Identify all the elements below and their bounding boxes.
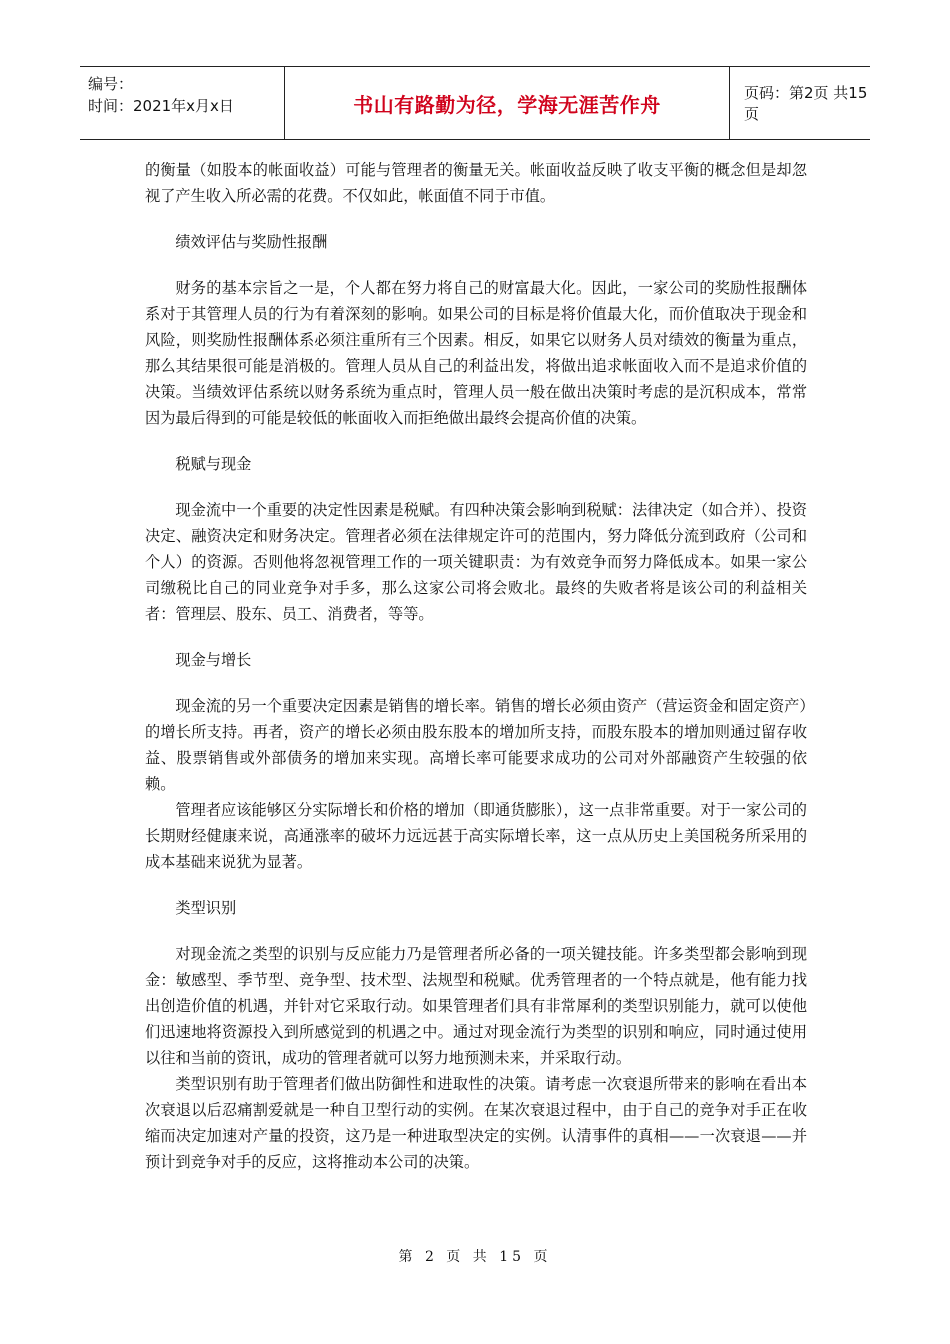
paragraph-gap [145,255,807,275]
body-paragraph: 财务的基本宗旨之一是，个人都在努力将自己的财富最大化。因此，一家公司的奖励性报酬体系对于其管理人员的行为有着深刻的影响。如果公司的目标是将价值最大化，而价值取决于现金和风险，则奖励性报酬体系必须注重所有三个因素。相反，如果它以财务人员对绩效的衡量为重点，那么其结果很可能是消极的。管理人员从自己的利益出发，将做出追求帐面收入而不是追求价值的决策。当绩效评估系统以财务系统为重点时，管理人员一般在做出决策时考虑的是沉积成本，常常因为最后得到的可能是较低的帐面收入而拒绝做出最终会提高价值的决策。 [145,279,807,427]
paragraph-gap [145,673,807,693]
paragraph-gap [145,477,807,497]
paragraph-gap [145,875,807,895]
header-motto: 书山有路勤为径，学海无涯苦作舟 [284,67,730,139]
page-footer: 第 2 页 共 15 页 [398,1249,552,1265]
section-heading: 现金与增长 [175,651,252,669]
paragraph-gap [145,627,807,647]
body-paragraph: 管理者应该能够区分实际增长和价格的增加（即通货膨胀），这一点非常重要。对于一家公司的长期财经健康来说，高通涨率的破坏力远远甚于高实际增长率，这一点从历史上美国税务所采用的成本基础来说犹为显著。 [145,801,807,871]
section-heading: 绩效评估与奖励性报酬 [175,233,328,251]
doc-number-label: 编号： [88,75,134,93]
body-paragraph: 类型识别有助于管理者们做出防御性和进取性的决策。请考虑一次衰退所带来的影响在看出本次衰退以后忍痛割爱就是一种自卫型行动的实例。在某次衰退过程中，由于自己的竞争对手正在收缩而决定加速对产量的投资，这乃是一种进取型决定的实例。认清事件的真相——一次衰退——并预计到竞争对手的反应，这将推动本公司的决策。 [145,1075,808,1171]
body-paragraph: 的衡量（如股本的帐面收益）可能与管理者的衡量无关。帐面收益反映了收支平衡的概念但是却忽视了产生收入所必需的花费。不仅如此，帐面值不同于市值。 [145,161,807,205]
section-heading: 类型识别 [175,899,237,917]
body-paragraph: 对现金流之类型的识别与反应能力乃是管理者所必备的一项关键技能。许多类型都会影响到现金：敏感型、季节型、竞争型、技术型、法规型和税赋。优秀管理者的一个特点就是，他有能力找出创造价值的机遇，并针对它采取行动。如果管理者们具有非常犀利的类型识别能力，就可以使他们迅速地将资源投入到所感觉到的机遇之中。通过对现金流行为类型的识别和响应，同时通过使用以往和当前的资讯，成功的管理者就可以努力地预测未来，并采取行动。 [145,945,807,1067]
body-paragraph: 现金流中一个重要的决定性因素是税赋。有四种决策会影响到税赋：法律决定（如合并）、投资决定、融资决定和财务决定。管理者必须在法律规定许可的范围内，努力降低分流到政府（公司和个人）的资源。否则他将忽视管理工作的一项关键职责：为有效竞争而努力降低成本。如果一家公司缴税比自己的同业竞争对手多，那么这家公司将会败北。最终的失败者将是该公司的利益相关者：管理层、股东、员工、消费者，等等。 [145,501,807,623]
section-heading: 税赋与现金 [175,455,252,473]
body-paragraph: 现金流的另一个重要决定因素是销售的增长率。销售的增长必须由资产（营运资金和固定资产）的增长所支持。再者，资产的增长必须由股东股本的增加所支持，而股东股本的增加则通过留存收益、股票销售或外部债务的增加来实现。高增长率可能要求成功的公司对外部融资产生较强的依赖。 [145,697,807,793]
page-header [80,66,870,140]
paragraph-gap [145,209,807,229]
document-body [145,157,807,1175]
header-meta [88,73,284,117]
doc-time-label: 时间：2021年x月x日 [88,97,234,115]
paragraph-gap [145,431,807,451]
paragraph-gap [145,921,807,941]
header-page-info: 页码：第2页 共15页 [744,84,868,123]
